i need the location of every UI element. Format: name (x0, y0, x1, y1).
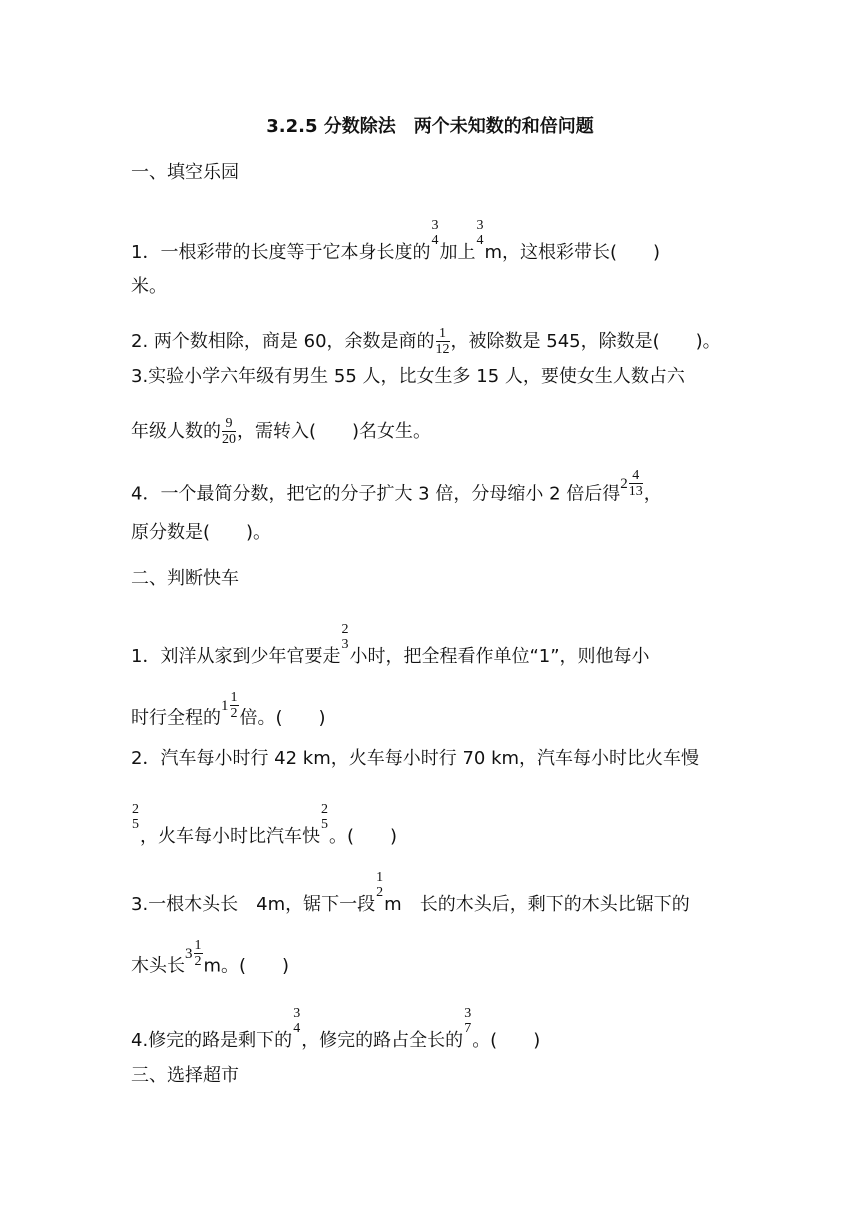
fraction-numerator: 3 (293, 1006, 301, 1021)
judge-question-3 (131, 870, 690, 916)
fraction-numerator: 4 (629, 468, 643, 484)
judge-question-1-cont (131, 690, 326, 735)
judge-q3-text-c: 木头长 (131, 955, 185, 977)
fraction-one-twelfth (436, 326, 450, 357)
fill-q4-text-a: 4．一个最简分数，把它的分子扩大 3 倍，分母缩小 2 倍后得 (131, 483, 621, 505)
fraction-numerator: 3 (464, 1006, 472, 1021)
fraction-numerator: 1 (194, 938, 202, 953)
fraction-numerator: 2 (132, 802, 139, 817)
mixed-number-one-and-half (221, 690, 240, 721)
judge-q2-text-c: 。( ) (329, 826, 398, 847)
fraction-three-quarters-b (293, 1006, 300, 1036)
fill-question-4 (131, 468, 662, 511)
fill-question-1-cont: 米。 (131, 276, 167, 297)
fill-q4-text-b: ， (643, 483, 662, 505)
fraction-two-thirds (341, 622, 348, 652)
fraction-denominator: 12 (435, 342, 450, 357)
fill-q3-text-b: 年级人数的 (131, 421, 221, 442)
section-heading-judge: 二、判断快车 (131, 568, 239, 589)
fraction-denominator: 4 (431, 233, 439, 248)
fraction-denominator: 2 (230, 706, 238, 721)
judge-question-4 (131, 1006, 541, 1052)
fraction-numerator: 2 (341, 622, 349, 637)
fraction-denominator: 7 (464, 1021, 472, 1036)
fraction-three-quarters (431, 218, 438, 248)
judge-q4-text-b: ，修完的路占全长的 (301, 1030, 464, 1051)
section-heading-choice: 三、选择超市 (131, 1065, 239, 1086)
fill-question-2 (131, 320, 721, 357)
fraction-numerator: 1 (436, 326, 450, 342)
fraction-denominator: 13 (628, 484, 643, 499)
fraction-one-half-c (194, 938, 203, 969)
judge-q1-text-d: 倍。( ) (239, 707, 326, 729)
fraction-two-fifths (132, 802, 139, 832)
fraction-denominator: 2 (194, 954, 202, 969)
fill-q1-text-a: 1．一根彩带的长度等于它本身长度的 (131, 242, 431, 263)
judge-q3-text-a: 3.一根木头长 4m，锯下一段 (131, 894, 376, 915)
fraction-denominator: 5 (321, 817, 328, 832)
fill-q1-text-b: 加上 (439, 242, 476, 263)
worksheet-title: 3.2.5 分数除法 两个未知数的和倍问题 (266, 116, 594, 137)
fraction-denominator: 2 (376, 885, 384, 900)
judge-q4-text-c: 。( ) (472, 1030, 541, 1051)
judge-question-2-cont (131, 802, 398, 848)
fraction-numerator: 9 (222, 416, 236, 432)
fraction-three-sevenths (464, 1006, 471, 1036)
fraction-three-quarters-2 (476, 218, 483, 248)
fraction-nine-twentieths (222, 416, 236, 447)
fill-q1-text-c: m，这根彩带长( ) (484, 242, 661, 263)
fraction-numerator: 1 (230, 690, 238, 705)
judge-question-2: 2．汽车每小时行 42 km，火车每小时行 70 km，汽车每小时比火车慢 (131, 748, 700, 769)
judge-q3-text-b: m 长的木头后，剩下的木头比锯下的 (384, 894, 690, 915)
fill-q2-text-a: 2. 两个数相除，商是 60，余数是商的 (131, 331, 435, 352)
fraction-denominator: 5 (132, 817, 139, 832)
judge-q1-text-a: 1．刘洋从家到少年官要走 (131, 646, 341, 667)
fraction-denominator: 20 (222, 432, 236, 447)
mixed-whole: 2 (620, 475, 628, 492)
fraction-one-half (230, 690, 239, 721)
fraction-numerator: 3 (431, 218, 439, 233)
section-heading-fill: 一、填空乐园 (131, 162, 239, 183)
judge-question-1 (131, 622, 650, 668)
fill-q3-text-c: ，需转入( )名女生。 (237, 421, 432, 442)
fraction-numerator: 1 (376, 870, 384, 885)
mixed-whole: 3 (185, 945, 193, 962)
fill-q2-text-b: ，被除数是 545，除数是( )。 (450, 331, 721, 352)
fraction-denominator: 4 (476, 233, 484, 248)
fill-question-4-cont: 原分数是( )。 (131, 522, 272, 543)
mixed-whole: 1 (221, 697, 229, 714)
judge-q2-text-b: ，火车每小时比汽车快 (140, 826, 320, 847)
judge-q4-text-a: 4.修完的路是剩下的 (131, 1030, 293, 1051)
judge-q1-text-b: 小时，把全程看作单位“1”，则他每小 (349, 646, 650, 667)
fill-question-1 (131, 218, 661, 264)
fraction-denominator: 4 (293, 1021, 301, 1036)
mixed-number-two-four-thirteenths (620, 468, 644, 499)
fraction-four-thirteenths (629, 468, 643, 499)
judge-q1-text-c: 时行全程的 (131, 707, 221, 729)
fraction-numerator: 2 (321, 802, 328, 817)
mixed-number-three-and-half (185, 938, 204, 969)
fraction-numerator: 3 (476, 218, 484, 233)
judge-q3-text-d: m。( ) (203, 955, 290, 977)
fraction-denominator: 3 (341, 637, 349, 652)
fill-question-3-cont (131, 410, 432, 447)
fraction-one-half-b (376, 870, 383, 900)
fill-question-3: 3.实验小学六年级有男生 55 人，比女生多 15 人，要使女生人数占六 (131, 366, 685, 387)
judge-question-3-cont (131, 938, 290, 983)
fraction-two-fifths-2 (321, 802, 328, 832)
